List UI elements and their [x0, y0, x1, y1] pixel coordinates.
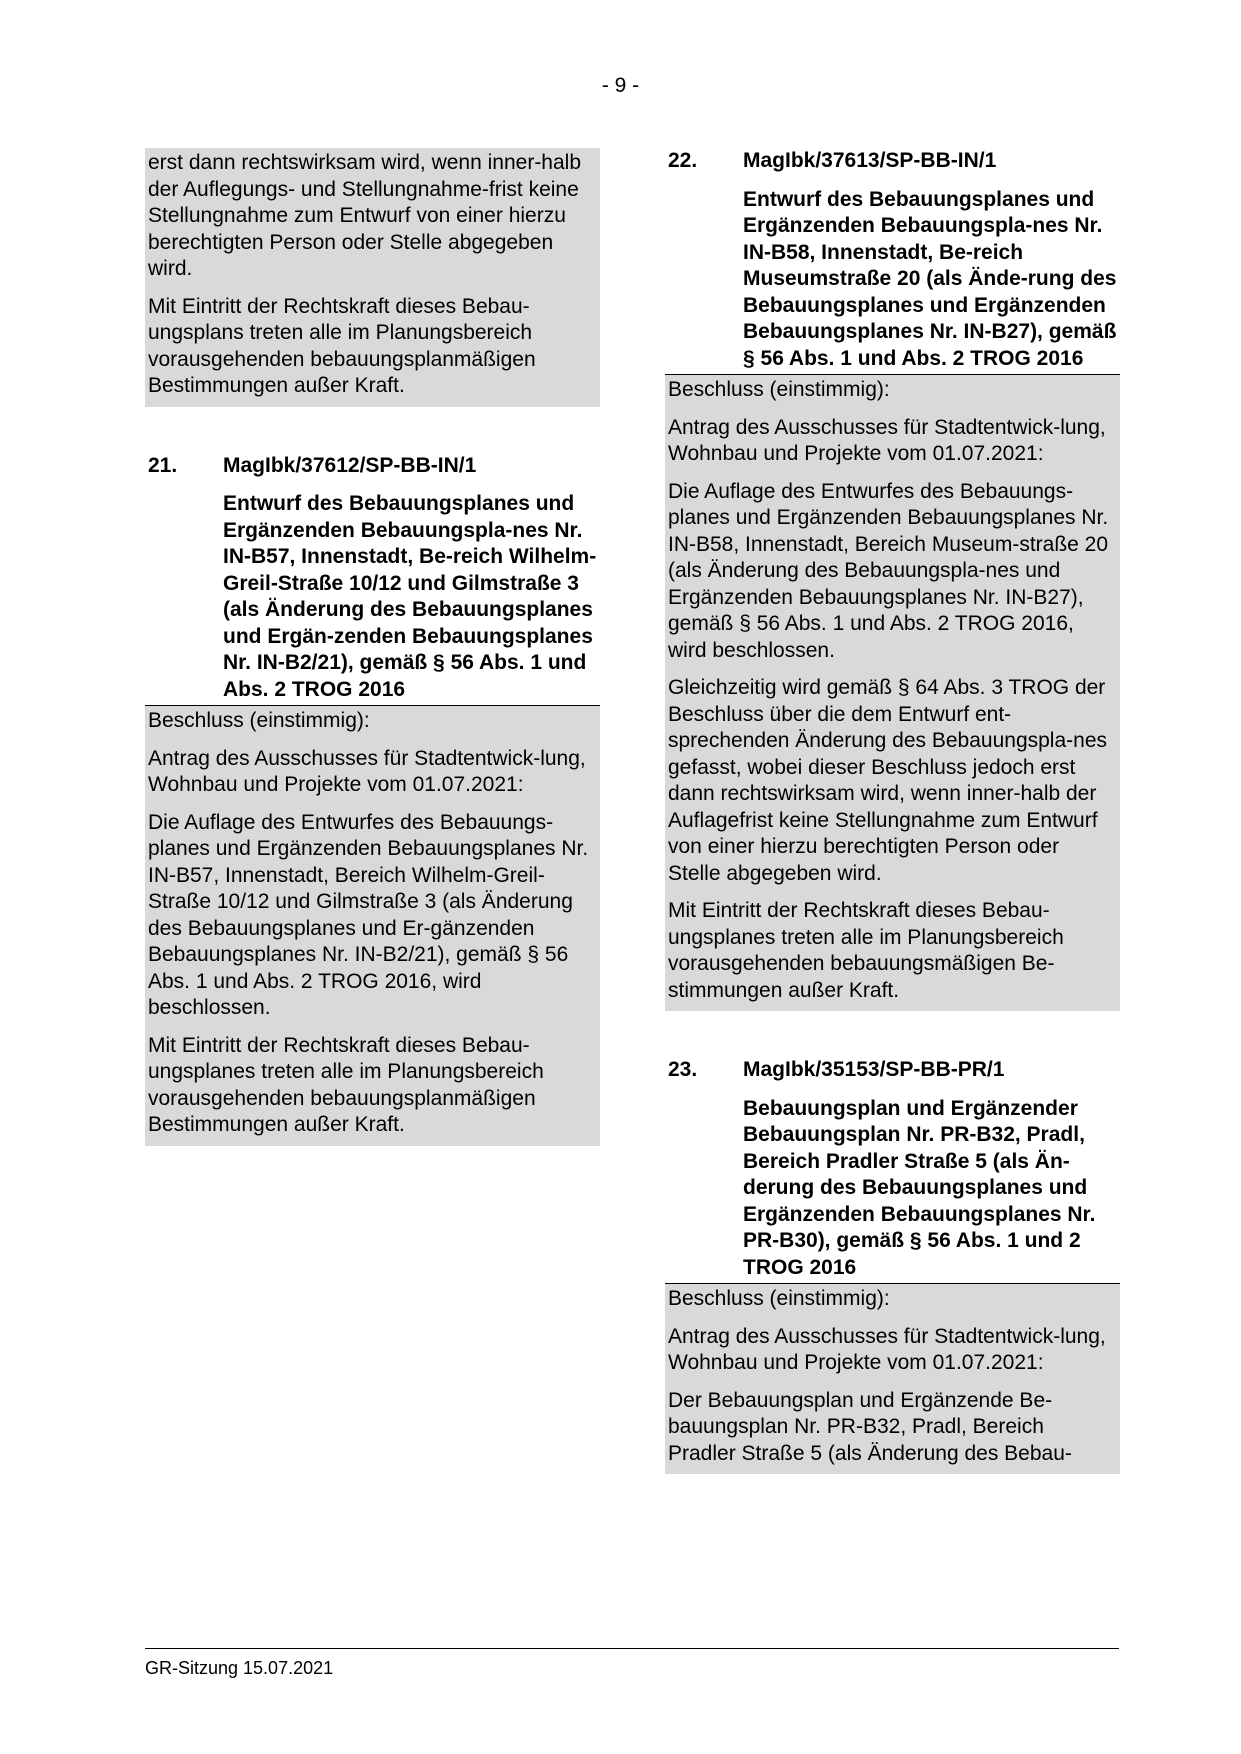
paragraph: Mit Eintritt der Rechtskraft dieses Bebau-ungsplanes treten alle im Planungsbereich vorausgehenden bebauungsmäßigen Be-stimmungen außer Kraft.	[668, 899, 1064, 1002]
right-column	[665, 148, 1120, 1474]
agenda-item-22-heading	[665, 148, 1120, 375]
item-number: 23.	[668, 1058, 698, 1081]
agenda-item-21-body	[145, 706, 600, 1146]
paragraph: Beschluss (einstimmig):	[668, 378, 890, 401]
paragraph: Beschluss (einstimmig):	[668, 1287, 890, 1310]
paragraph: Antrag des Ausschusses für Stadtentwick-lung, Wohnbau und Projekte vom 01.07.2021:	[668, 1324, 1106, 1374]
agenda-item-21-heading	[145, 453, 600, 707]
paragraph: Die Auflage des Entwurfes des Bebauungs-planes und Ergänzenden Bebauungsplanes Nr. IN-B57, Innenstadt, Bereich Wilhelm-Greil-Straße 10/12 und Gilmstraße 3 (als Änderung des Bebauungsplanes und Er-gänzenden Bebauungsplanes Nr. IN-B2/21), gemäß § 56 Abs. 1 und Abs. 2 TROG 2016, wird beschlossen.	[148, 810, 589, 1019]
agenda-item-23-body	[665, 1284, 1120, 1474]
paragraph: Der Bebauungsplan und Ergänzende Be-bauungsplan Nr. PR-B32, Pradl, Bereich Pradler Straße 5 (als Änderung des Bebau-	[668, 1388, 1072, 1465]
paragraph: Beschluss (einstimmig):	[148, 709, 370, 732]
item-number: 21.	[148, 453, 178, 477]
footer-text: GR-Sitzung 15.07.2021	[145, 1658, 334, 1678]
item-title: Entwurf des Bebauungsplanes und Ergänzenden Bebauungspla-nes Nr. IN-B57, Innenstadt, Be-reich Wilhelm-Greil-Straße 10/12 und Gilmstraße 3 (als Änderung des Bebauungsplanes und Ergän-zenden Bebauungsplanes Nr. IN-B2/21), gemäß § 56 Abs. 1 und Abs. 2 TROG 2016	[223, 492, 597, 701]
paragraph: Gleichzeitig wird gemäß § 64 Abs. 3 TROG der Beschluss über die dem Entwurf ent-sprechenden Änderung des Bebauungspla-nes gefasst, wobei dieser Beschluss jedoch erst dann rechtswirksam wird, wenn inner-halb der Auflagefrist keine Stellungnahme zum Entwurf von einer hierzu berechtigten Person oder Stelle abgegeben wird.	[668, 676, 1108, 885]
item-reference: MagIbk/37612/SP-BB-IN/1	[223, 453, 477, 477]
paragraph: Die Auflage des Entwurfes des Bebauungs-planes und Ergänzenden Bebauungsplanes Nr. IN-B58, Innenstadt, Bereich Museum-straße 20 (als Änderung des Bebauungspla-nes und Ergänzenden Bebauungsplanes Nr. IN-B27), gemäß § 56 Abs. 1 und Abs. 2 TROG 2016, wird beschlossen.	[668, 479, 1109, 662]
page-number: - 9 -	[601, 74, 640, 97]
item-reference: MagIbk/37613/SP-BB-IN/1	[743, 149, 997, 172]
paragraph: Mit Eintritt der Rechtskraft dieses Bebau-ungsplanes treten alle im Planungsbereich vorausgehenden bebauungsplanmäßigen Bestimmungen außer Kraft.	[148, 1033, 544, 1136]
left-column	[145, 148, 600, 1146]
agenda-item-23-heading	[665, 1057, 1120, 1284]
page-footer	[145, 1648, 1119, 1679]
continuation-block	[145, 148, 600, 407]
item-title: Bebauungsplan und Ergänzender Bebauungsplan Nr. PR-B32, Pradl, Bereich Pradler Straße 5 (als Än-derung des Bebauungsplanes und Ergänzenden Bebauungsplanes Nr. PR-B30), gemäß § 56 Abs. 1 und 2 TROG 2016	[743, 1096, 1096, 1279]
item-title: Entwurf des Bebauungsplanes und Ergänzenden Bebauungspla-nes Nr. IN-B58, Innenstadt, Be-reich Museumstraße 20 (als Ände-rung des Bebauungsplanes und Ergänzenden Bebauungsplanes Nr. IN-B27), gemäß § 56 Abs. 1 und Abs. 2 TROG 2016	[743, 187, 1117, 370]
paragraph: Antrag des Ausschusses für Stadtentwick-lung, Wohnbau und Projekte vom 01.07.2021:	[148, 746, 586, 796]
agenda-item-22-body	[665, 375, 1120, 1011]
paragraph: Mit Eintritt der Rechtskraft dieses Bebau-ungsplans treten alle im Planungsbereich vorausgehenden bebauungsplanmäßigen Bestimmungen außer Kraft.	[148, 294, 536, 397]
paragraph: Antrag des Ausschusses für Stadtentwick-lung, Wohnbau und Projekte vom 01.07.2021:	[668, 415, 1106, 465]
item-number: 22.	[668, 149, 698, 172]
item-reference: MagIbk/35153/SP-BB-PR/1	[743, 1058, 1005, 1081]
paragraph: erst dann rechtswirksam wird, wenn inner-halb der Auflegungs- und Stellungnahme-frist keine Stellungnahme zum Entwurf von einer hierzu berechtigten Person oder Stelle abgegeben wird.	[148, 151, 582, 280]
